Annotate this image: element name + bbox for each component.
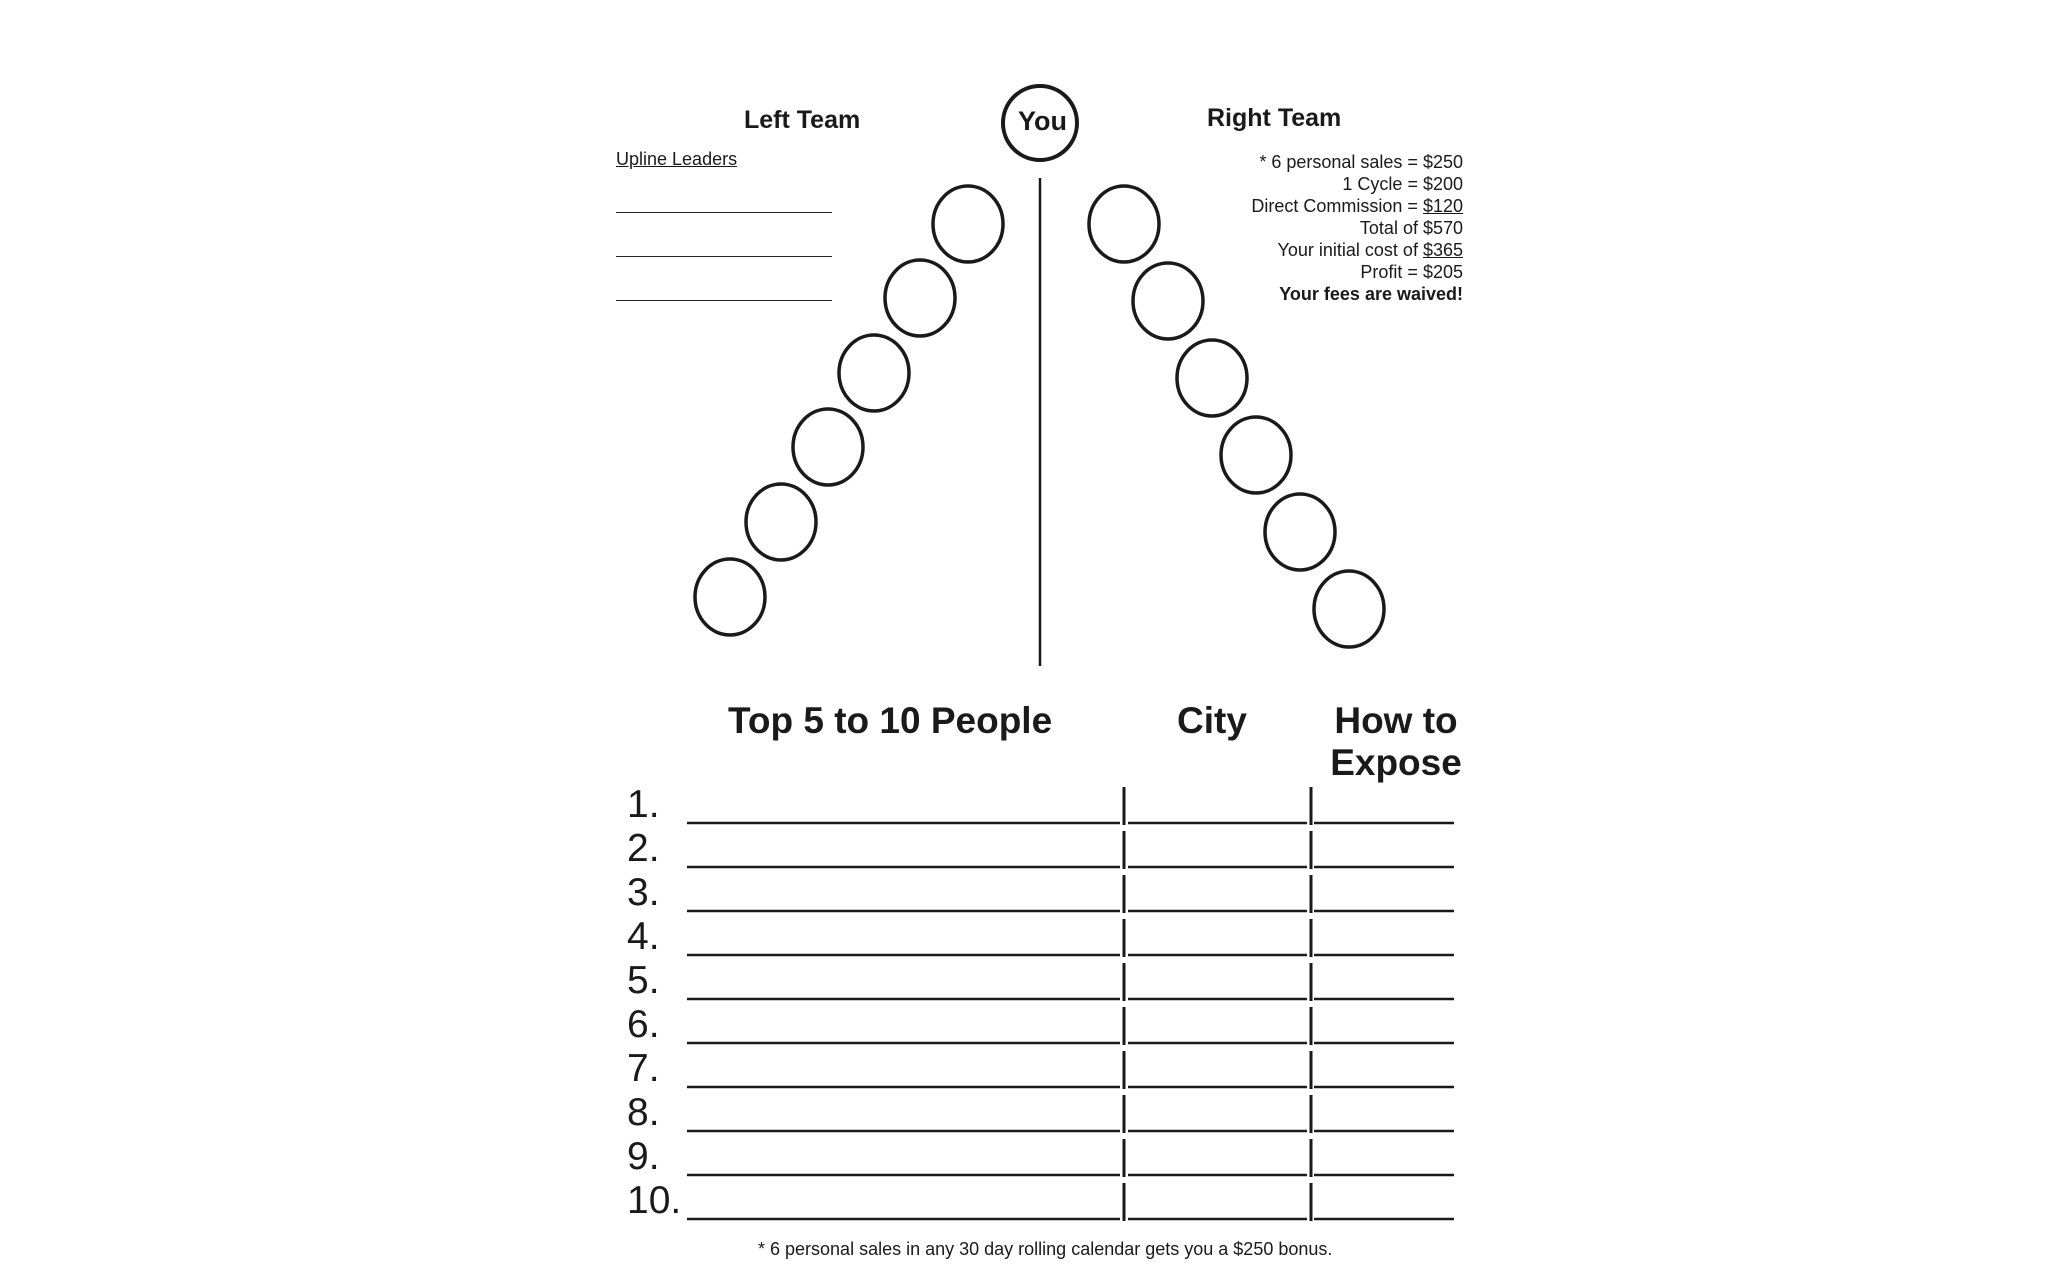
stat-direct-commission-value: $120 <box>1422 196 1463 216</box>
stat-initial-cost <box>1251 239 1463 261</box>
upline-leader-line-2[interactable] <box>616 256 832 257</box>
compensation-summary <box>1251 151 1463 305</box>
upline-leader-line-3[interactable] <box>616 300 832 301</box>
footnote: * 6 personal sales in any 30 day rolling calendar gets you a $250 bonus. <box>758 1239 1333 1259</box>
table-row-lines <box>687 787 1454 1221</box>
right-team-member-circle-2[interactable] <box>1133 263 1203 339</box>
stat-initial-cost-value: $365 <box>1422 240 1463 260</box>
col-header-how-line1: How to <box>1334 700 1458 741</box>
left-team-member-circle-4[interactable] <box>793 409 863 485</box>
row-number-4: 4. <box>627 915 660 958</box>
right-team-member-circle-6[interactable] <box>1314 571 1384 647</box>
stat-direct-commission-label: Direct Commission = <box>1251 196 1423 216</box>
stat-total: Total of $570 <box>1359 218 1463 238</box>
stat-cycle: 1 Cycle = $200 <box>1342 174 1463 194</box>
row-number-7: 7. <box>627 1047 660 1090</box>
row-number-10: 10. <box>627 1179 682 1222</box>
row-number-9: 9. <box>627 1135 660 1178</box>
row-number-1: 1. <box>627 783 660 826</box>
row-number-2: 2. <box>627 827 660 870</box>
left-team-member-circle-3[interactable] <box>839 335 909 411</box>
right-team-member-circle-1[interactable] <box>1089 186 1159 262</box>
row-number-3: 3. <box>627 871 660 914</box>
stat-personal-sales: * 6 personal sales = $250 <box>1259 152 1463 172</box>
stat-direct-commission <box>1251 195 1463 217</box>
col-header-city: City <box>1177 700 1247 741</box>
stat-initial-cost-label: Your initial cost of <box>1277 240 1423 260</box>
left-team-circles <box>695 186 1003 635</box>
col-header-how-line2: Expose <box>1330 742 1462 783</box>
left-team-member-circle-5[interactable] <box>746 484 816 560</box>
row-number-5: 5. <box>627 959 660 1002</box>
left-team-member-circle-2[interactable] <box>885 260 955 336</box>
stat-profit: Profit = $205 <box>1360 262 1463 282</box>
right-team-member-circle-5[interactable] <box>1265 494 1335 570</box>
left-team-member-circle-1[interactable] <box>933 186 1003 262</box>
upline-leaders-label: Upline Leaders <box>616 149 738 169</box>
left-team-title: Left Team <box>744 106 861 134</box>
row-number-6: 6. <box>627 1003 660 1046</box>
col-header-how-to-expose <box>1320 700 1472 784</box>
row-number-8: 8. <box>627 1091 660 1134</box>
right-team-member-circle-4[interactable] <box>1221 417 1291 493</box>
left-team-member-circle-6[interactable] <box>695 559 765 635</box>
you-label: You <box>1018 106 1067 136</box>
col-header-people: Top 5 to 10 People <box>728 700 1053 741</box>
stat-fees-waived: Your fees are waived! <box>1279 284 1463 304</box>
upline-leader-line-1[interactable] <box>616 212 832 213</box>
right-team-member-circle-3[interactable] <box>1177 340 1247 416</box>
right-team-title: Right Team <box>1207 104 1342 132</box>
